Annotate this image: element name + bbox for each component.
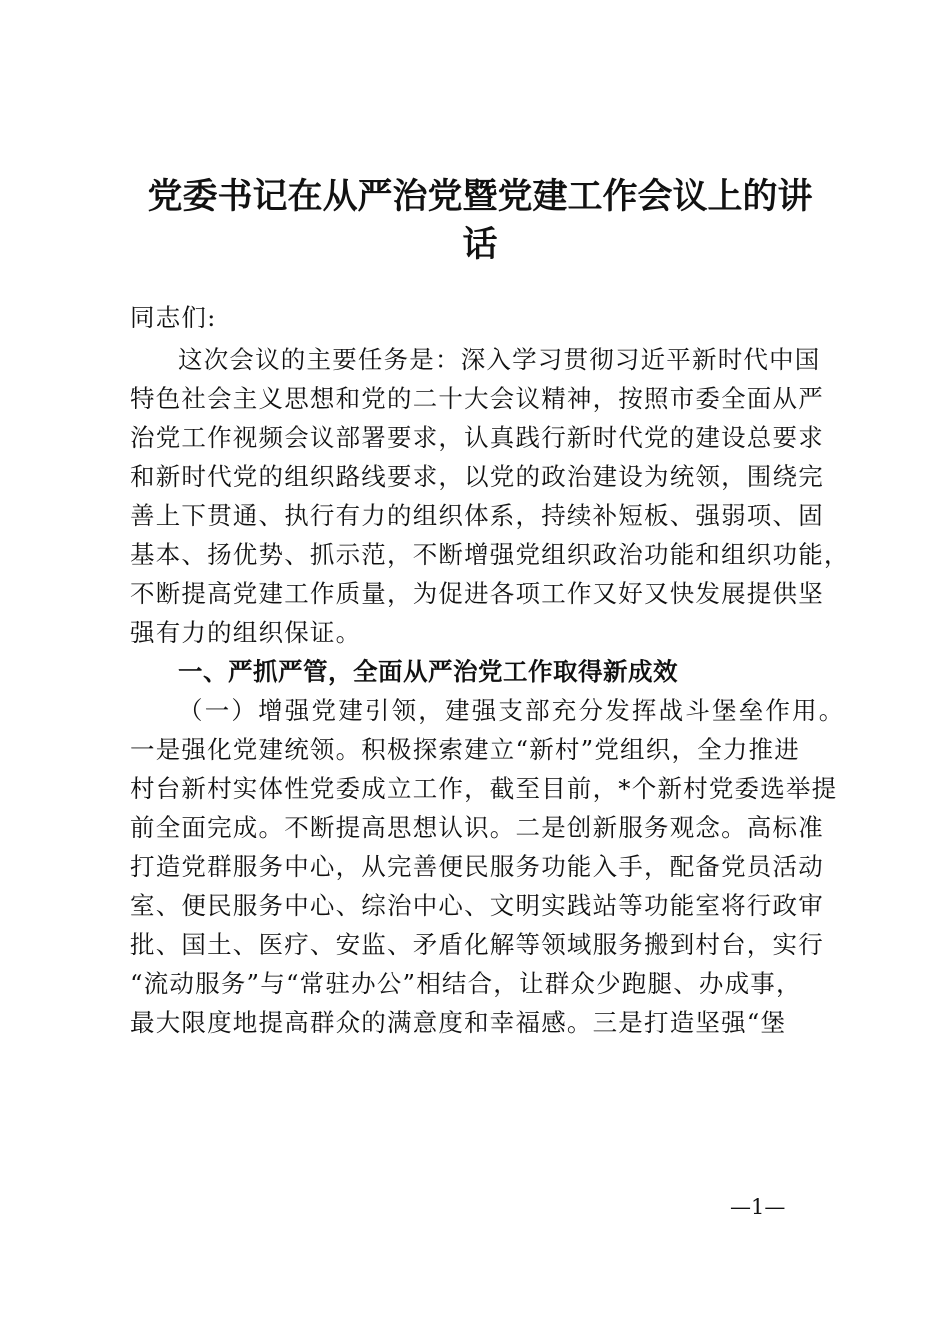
paragraph-1-line: 不断提高党建工作质量，为促进各项工作又好又快发展提供坚 <box>130 579 824 608</box>
paragraph-1-line: 强有力的组织保证。 <box>130 618 362 647</box>
paragraph-1-line: 治党工作视频会议部署要求，认真践行新时代党的建设总要求 <box>130 423 824 452</box>
section-1-heading: 一、严抓严管，全面从严治党工作取得新成效 <box>178 657 678 686</box>
page-number: —1— <box>730 1195 786 1219</box>
paragraph-2-line: 一是强化党建统领。积极探索建立“新村”党组织，全力推进 <box>130 735 800 764</box>
paragraph-1-line: 基本、扬优势、抓示范，不断增强党组织政治功能和组织功能， <box>130 540 850 569</box>
paragraph-2-line: 最大限度地提高群众的满意度和幸福感。三是打造坚强“堡 <box>130 1008 787 1037</box>
paragraph-2-line: 打造党群服务中心，从完善便民服务功能入手，配备党员活动 <box>130 852 824 881</box>
paragraph-1-line: 特色社会主义思想和党的二十大会议精神，按照市委全面从严 <box>130 384 824 413</box>
paragraph-2-line: 前全面完成。不断提高思想认识。二是创新服务观念。高标准 <box>130 813 824 842</box>
paragraph-2-line: 室、便民服务中心、综治中心、文明实践站等功能室将行政审 <box>130 891 824 920</box>
paragraph-1-line: 善上下贯通、执行有力的组织体系，持续补短板、强弱项、固 <box>130 501 824 530</box>
document-title-line-2: 话 <box>462 224 498 265</box>
salutation: 同志们: <box>130 303 217 332</box>
paragraph-2-line: 村台新村实体性党委成立工作，截至目前，*个新村党委选举提 <box>130 774 838 803</box>
paragraph-2-line: “流动服务”与“常驻办公”相结合，让群众少跑腿、办成事， <box>130 969 802 998</box>
paragraph-1-line: 和新时代党的组织路线要求，以党的政治建设为统领，围绕完 <box>130 462 824 491</box>
subsection-1-heading: （一）增强党建引领，建强支部充分发挥战斗堡垒作用。 <box>178 696 846 725</box>
document-title-line-1: 党委书记在从严治党暨党建工作会议上的讲 <box>147 176 813 217</box>
paragraph-1-line: 这次会议的主要任务是：深入学习贯彻习近平新时代中国 <box>178 345 821 374</box>
paragraph-2-line: 批、国土、医疗、安监、矛盾化解等领域服务搬到村台，实行 <box>130 930 824 959</box>
